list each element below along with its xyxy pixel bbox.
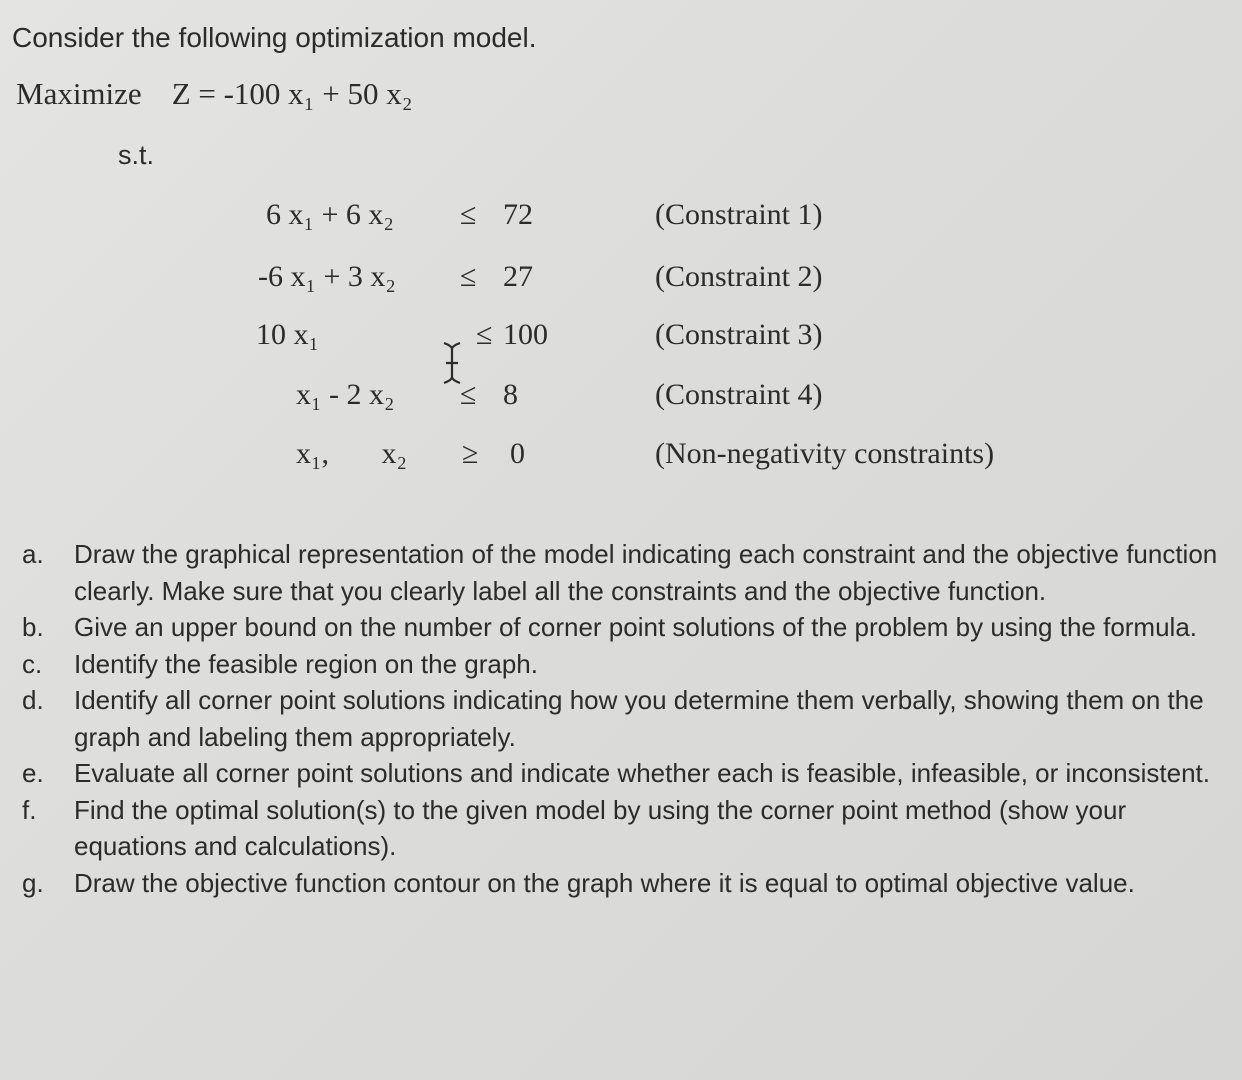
item-marker: d.	[22, 685, 44, 715]
item-marker: c.	[22, 648, 43, 679]
nonneg-rhs: 0	[510, 437, 525, 470]
constraint-3-label: (Constraint 3)	[655, 318, 823, 351]
intro-text: Consider the following optimization model.	[12, 22, 537, 53]
item-text: Draw the objective function contour on the graph where it is equal to optimal objective value.	[74, 867, 1135, 898]
text-cursor-icon	[438, 340, 466, 386]
item-text: Identify the feasible region on the graph.	[74, 648, 538, 679]
list-item	[22, 609, 1232, 646]
item-text: Give an upper bound on the number of corner point solutions of the problem by using the formula.	[74, 612, 1198, 642]
constraint-2-relation: ≤	[460, 260, 477, 293]
constraint-1-relation: ≤	[460, 198, 477, 231]
constraint-1-lhs: 6 x₁ + 6 x₂	[266, 198, 394, 231]
list-item	[22, 682, 1232, 755]
list-item	[22, 792, 1232, 865]
constraint-2-rhs: 27	[503, 260, 533, 293]
item-marker: e.	[22, 758, 44, 788]
constraint-2-label: (Constraint 2)	[655, 260, 823, 293]
list-item	[22, 755, 1232, 792]
constraint-3-rhs: 100	[503, 318, 548, 351]
item-marker: g.	[22, 867, 44, 898]
nonneg-relation: ≥	[462, 437, 479, 470]
item-marker: a.	[22, 539, 44, 569]
maximize-label: Maximize	[16, 76, 142, 111]
constraint-4-lhs: x₁ - 2 x₂	[296, 378, 395, 411]
item-text: Evaluate all corner point solutions and indicate whether each is feasible, infeasible, or inconsistent.	[74, 758, 1211, 788]
list-item	[22, 865, 1232, 902]
list-item	[22, 536, 1232, 609]
item-text: Identify all corner point solutions indicating how you determine them verbally, showing them on the graph and labeling them appropriately.	[74, 685, 1204, 752]
constraint-1-rhs: 72	[503, 198, 533, 231]
question-list	[22, 536, 1232, 901]
item-marker: f.	[22, 794, 37, 825]
constraint-1-label: (Constraint 1)	[655, 198, 823, 231]
constraint-3-lhs: 10 x₁	[256, 318, 319, 351]
nonneg-lhs: x₁, x₂	[296, 437, 407, 470]
item-text: Draw the graphical representation of the model indicating each constraint and the objective function clearly. Make sure that you clearly label all the constraints and the objective function.	[74, 539, 1218, 606]
subject-to-label: s.t.	[118, 140, 155, 170]
item-text: Find the optimal solution(s) to the given model by using the corner point method (show your equations and calculations).	[74, 794, 1127, 861]
objective-line	[16, 76, 413, 112]
constraint-4-relation: ≤	[460, 378, 477, 411]
nonneg-label: (Non-negativity constraints)	[655, 437, 995, 470]
constraint-4-rhs: 8	[503, 378, 518, 411]
list-item	[22, 646, 1232, 683]
item-marker: b.	[22, 612, 44, 642]
objective-expression: Z = -100 x₁ + 50 x₂	[171, 76, 413, 111]
constraint-4-label: (Constraint 4)	[655, 378, 823, 411]
constraint-3-relation: ≤	[476, 318, 493, 351]
constraint-2-lhs: -6 x₁ + 3 x₂	[258, 260, 396, 293]
